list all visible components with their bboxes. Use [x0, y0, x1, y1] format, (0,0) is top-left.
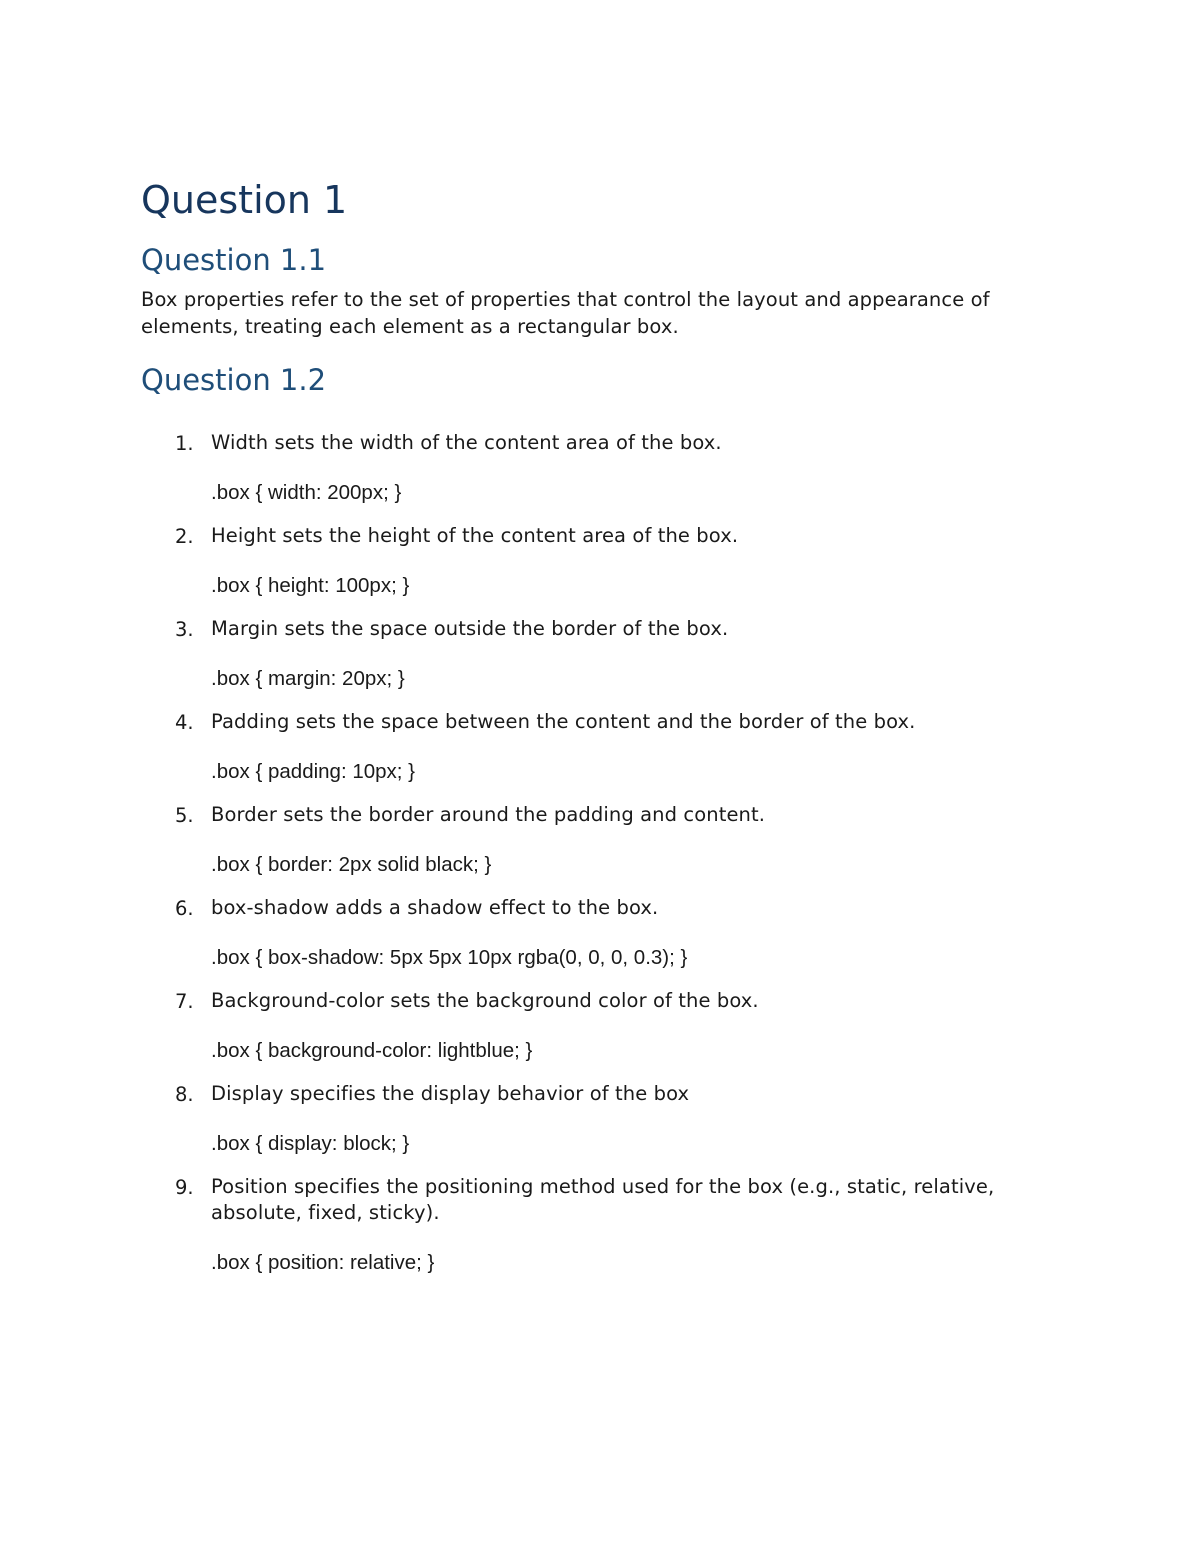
section-heading-1-2: Question 1.2 — [141, 363, 327, 397]
list-item-description: Width sets the width of the content area of the box. — [211, 431, 722, 454]
list-item-number: 7. — [175, 990, 194, 1013]
list-item — [141, 709, 1061, 785]
list-item-description: Margin sets the space outside the border of the box. — [211, 617, 729, 640]
list-item-number: 2. — [175, 525, 194, 548]
list-item — [141, 988, 1061, 1064]
list-item-number: 6. — [175, 897, 194, 920]
list-item-code: .box { width: 200px; } — [211, 481, 402, 504]
list-item-number: 5. — [175, 804, 194, 827]
list-item-code: .box { margin: 20px; } — [211, 667, 405, 690]
list-item-description: box-shadow adds a shadow effect to the box. — [211, 896, 659, 919]
list-item-number: 8. — [175, 1083, 194, 1106]
list-item-code: .box { position: relative; } — [211, 1251, 435, 1274]
list-item — [141, 430, 1061, 506]
list-item — [141, 616, 1061, 692]
list-item-description: Position specifies the positioning method used for the box (e.g., static, relative, absolute, fixed, sticky). — [211, 1175, 995, 1224]
list-item-code: .box { height: 100px; } — [211, 574, 410, 597]
list-item — [141, 895, 1061, 971]
list-item-description: Border sets the border around the padding and content. — [211, 803, 766, 826]
list-item-code: .box { background-color: lightblue; } — [211, 1039, 533, 1062]
list-item-code: .box { padding: 10px; } — [211, 760, 416, 783]
list-item-number: 3. — [175, 618, 194, 641]
list-item-code: .box { border: 2px solid black; } — [211, 853, 492, 876]
list-item — [141, 1081, 1061, 1157]
list-item — [141, 1174, 1061, 1276]
list-item-number: 4. — [175, 711, 194, 734]
list-item-number: 1. — [175, 432, 194, 455]
list-item — [141, 802, 1061, 878]
list-item-description: Background-color sets the background color of the box. — [211, 989, 759, 1012]
section-heading-1-1: Question 1.1 — [141, 243, 327, 277]
list-item-description: Padding sets the space between the content and the border of the box. — [211, 710, 916, 733]
list-item-description: Display specifies the display behavior of the box — [211, 1082, 690, 1105]
list-item-description: Height sets the height of the content area of the box. — [211, 524, 739, 547]
list-item-number: 9. — [175, 1176, 194, 1199]
document-page — [141, 172, 1061, 1293]
section-paragraph: Box properties refer to the set of properties that control the layout and appearance of elements, treating each element as a rectangular box. — [141, 288, 990, 338]
list-item-code: .box { box-shadow: 5px 5px 10px rgba(0, 0, 0, 0.3); } — [211, 946, 688, 969]
document-title: Question 1 — [141, 178, 348, 222]
list-item — [141, 523, 1061, 599]
box-properties-list — [141, 430, 1061, 1276]
list-item-code: .box { display: block; } — [211, 1132, 410, 1155]
